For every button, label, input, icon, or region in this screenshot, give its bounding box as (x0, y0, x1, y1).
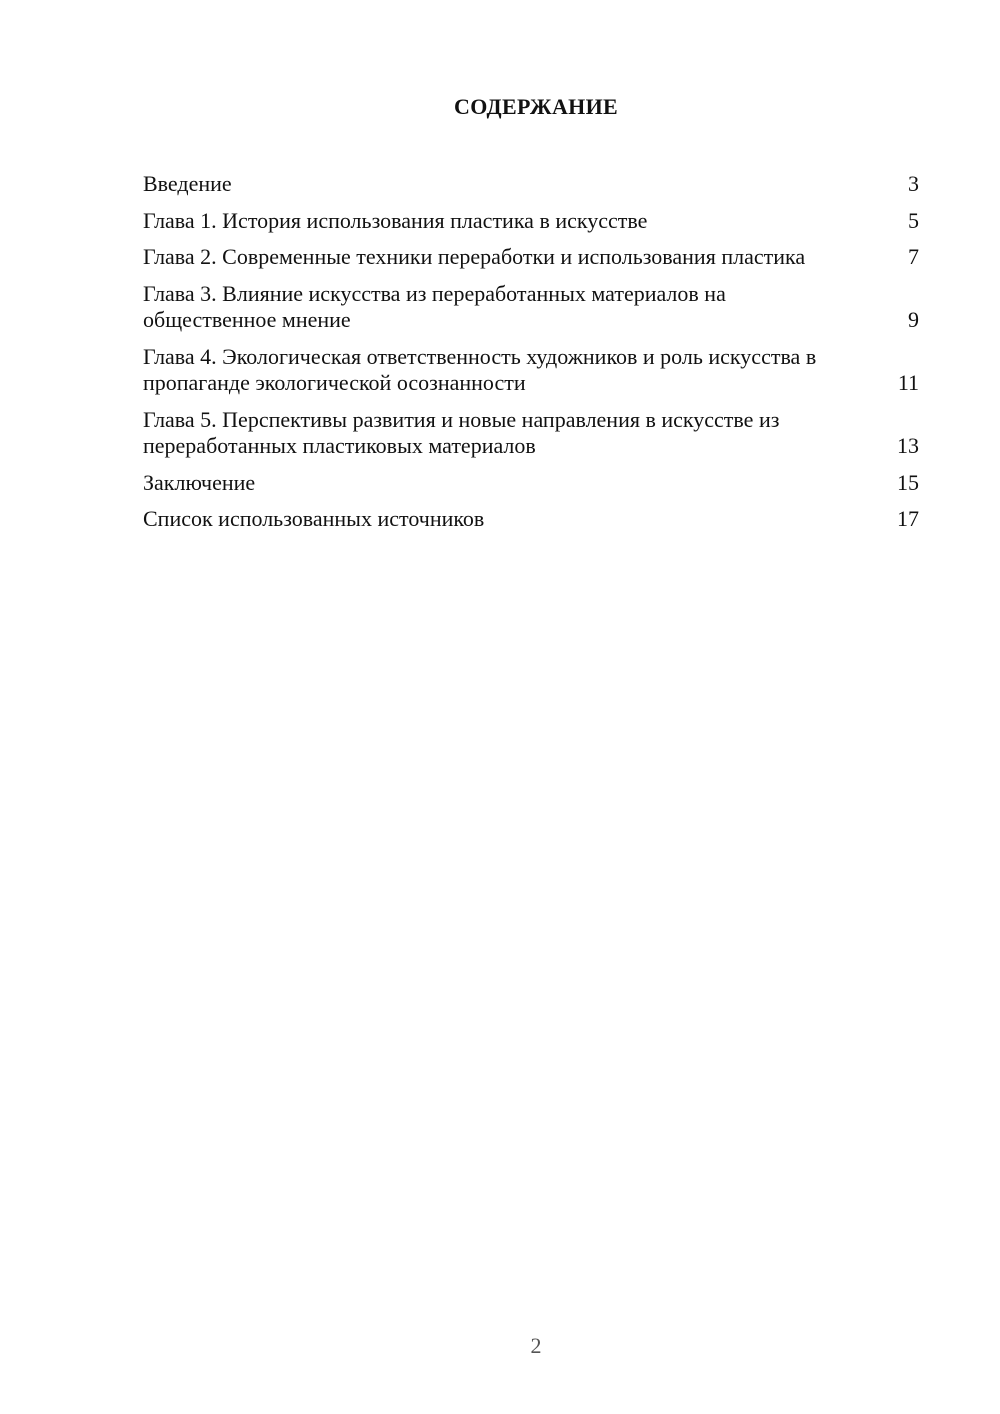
toc-entry-title: Глава 5. Перспективы развития и новые направления в искусстве из переработанных пластиковых материалов (143, 406, 780, 458)
toc-entry-page: 17 (897, 506, 919, 531)
toc-entry-page: 13 (897, 433, 919, 458)
toc-entry-page: 5 (908, 207, 919, 233)
page-number: 2 (530, 1333, 542, 1358)
toc-entry-chapter-5 (143, 407, 919, 460)
toc-entry-references (143, 506, 919, 533)
toc-entry-title: Глава 2. Современные техники переработки и использования пластика (143, 244, 806, 269)
page-title: СОДЕРЖАНИЕ (454, 94, 618, 119)
toc-entry-title: Глава 1. История использования пластика в искусстве (143, 207, 648, 233)
toc-entry-introduction (143, 171, 919, 198)
toc-entry-page: 9 (908, 307, 919, 332)
toc-entry-page: 11 (897, 370, 919, 395)
toc-entry-chapter-1 (143, 208, 919, 235)
toc-entry-title: Заключение (143, 469, 256, 495)
toc-entry-page: 15 (897, 469, 919, 495)
table-of-contents (143, 171, 919, 543)
toc-entry-page: 3 (908, 171, 919, 196)
toc-entry-conclusion (143, 470, 919, 497)
toc-entry-chapter-4 (143, 344, 919, 397)
toc-entry-title: Глава 4. Экологическая ответственность художников и роль искусства в пропаганде экологической осознанности (143, 343, 817, 395)
toc-entry-title: Введение (143, 171, 232, 196)
toc-entry-title: Список использованных источников (143, 506, 485, 531)
toc-entry-title: Глава 3. Влияние искусства из переработанных материалов на общественное мнение (143, 280, 726, 332)
toc-entry-chapter-2 (143, 244, 919, 271)
toc-entry-chapter-3 (143, 281, 919, 334)
toc-entry-page: 7 (908, 244, 919, 269)
